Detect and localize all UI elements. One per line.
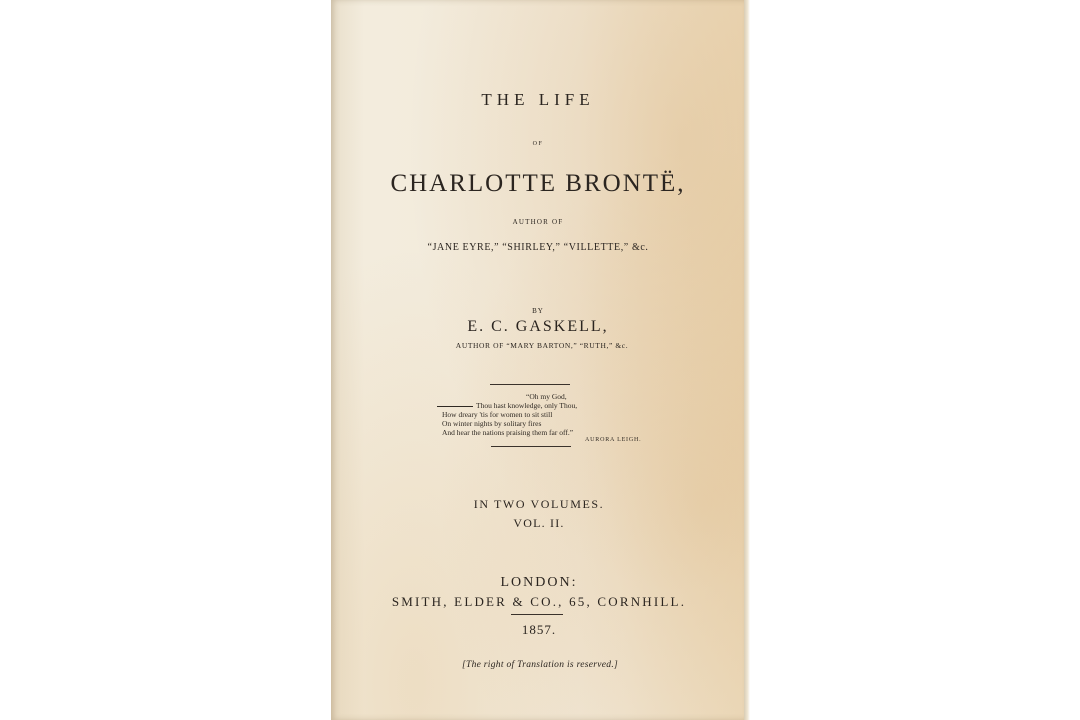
imprint-rule [511, 614, 563, 615]
subject-author-of-label: AUTHOR OF [512, 218, 564, 226]
epigraph-line: How dreary 'tis for women to sit still [442, 410, 553, 419]
rights-bracket-close: ] [614, 660, 618, 670]
epigraph-line-text: Thou hast knowledge, only Thou, [476, 401, 578, 410]
title-page [331, 0, 745, 720]
volume-number: VOL. II. [513, 516, 565, 530]
page-edge [744, 0, 750, 720]
volumes-note: IN TWO VOLUMES. [473, 497, 605, 511]
epigraph-dash [437, 406, 473, 407]
epigraph-line [437, 401, 577, 410]
subject-works: “JANE EYRE,” “SHIRLEY,” “VILLETTE,” &c. [427, 242, 649, 253]
epigraph-attribution: AURORA LEIGH. [585, 437, 642, 443]
book-title: THE LIFE [481, 90, 595, 109]
author-name: E. C. GASKELL, [467, 318, 609, 335]
rights-notice [333, 660, 747, 670]
title-connector: OF [532, 141, 544, 147]
rights-text: Translation [514, 660, 567, 670]
epigraph-rule-bottom [491, 446, 571, 447]
imprint-year: 1857. [521, 622, 557, 637]
rights-text: The right [465, 660, 507, 670]
rights-bracket-open: [ [461, 660, 466, 670]
epigraph-line: On winter nights by solitary fires [442, 419, 542, 428]
imprint-city: LONDON: [500, 575, 578, 590]
rights-text: of [506, 660, 515, 670]
epigraph-line: And hear the nations praising them far off.” [442, 428, 574, 437]
author-works: AUTHOR OF “MARY BARTON,” “RUTH,” &c. [455, 341, 629, 350]
rights-text: is reserved. [566, 660, 614, 670]
subject-name: CHARLOTTE BRONTË, [390, 170, 686, 197]
epigraph-rule-top [490, 384, 570, 385]
epigraph-line: “Oh my God, [526, 392, 567, 401]
by-label: BY [532, 307, 544, 315]
imprint-publisher: SMITH, ELDER & CO., 65, CORNHILL. [391, 594, 687, 609]
